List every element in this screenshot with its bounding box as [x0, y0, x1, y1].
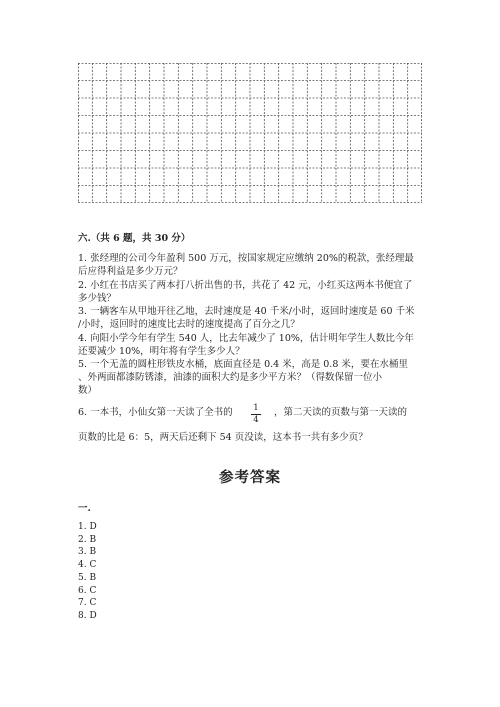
answer-list: [78, 521, 97, 623]
section-6-heading: 六.（共 6 题，共 30 分）: [78, 233, 191, 244]
question-4: [78, 332, 414, 358]
answer-item: 8. D: [78, 610, 97, 621]
question-line: /小时，返回时的速度比去时的速度提高了百分之几？: [78, 319, 300, 331]
question-6-line-1-part-2: ，第二天读的页数与第一天读的: [274, 407, 408, 418]
question-line: 1. 张经理的公司今年盈利 500 万元，按国家规定应缴纳 20%的税款，张经理最: [78, 253, 414, 264]
answer-key-title: 参考答案: [219, 469, 281, 486]
answer-item: 3. B: [78, 547, 97, 558]
question-1: [78, 252, 414, 278]
question-6-line-1-part-1: 6. 一本书，小仙女第一天读了全书的: [78, 407, 233, 418]
question-2: [78, 279, 412, 305]
question-5: [78, 358, 408, 398]
question-line: 数）: [78, 385, 98, 397]
answer-item: 4. C: [78, 560, 97, 571]
fraction-denominator: 4: [253, 415, 259, 425]
question-line: 还要减少 10%，明年将有学生多少人？: [78, 345, 245, 357]
answer-item: 7. C: [78, 598, 97, 609]
fraction-numerator: 1: [253, 403, 259, 413]
question-line: 5. 一个无盖的圆柱形铁皮水桶，底面直径是 0.4 米，高是 0.8 米，要在水桶里: [78, 359, 408, 370]
grid-lines: [78, 63, 422, 203]
question-line: 后应得利益是多少万元？: [78, 266, 183, 278]
question-line: 多少钱？: [78, 292, 117, 304]
fraction-one-quarter: [250, 403, 262, 426]
answer-item: 6. C: [78, 585, 97, 596]
question-6-line-2: 页数的比是 6：5，两天后还剩下 54 页没读，这本书一共有多少页？: [78, 432, 368, 443]
question-line: 4. 向阳小学今年有学生 540 人，比去年减少了 10%，估计明年学生人数比今年: [78, 332, 414, 344]
question-line: 、外两面都漆防锈漆，油漆的面积大约是多少平方米？（得数保留一位小: [78, 372, 383, 384]
answer-item: 2. B: [78, 534, 97, 545]
question-3: [78, 305, 415, 331]
question-line: 3. 一辆客车从甲地开往乙地，去时速度是 40 千米/小时，返回时速度是 60 千米: [78, 306, 415, 317]
answer-item: 5. B: [78, 572, 97, 583]
question-line: 2. 小红在书店买了两本打八折出售的书，共花了 42 元，小红买这两本书便宜了: [78, 279, 413, 291]
answer-item: 1. D: [78, 522, 97, 532]
answer-section-heading: 一.: [78, 503, 91, 514]
